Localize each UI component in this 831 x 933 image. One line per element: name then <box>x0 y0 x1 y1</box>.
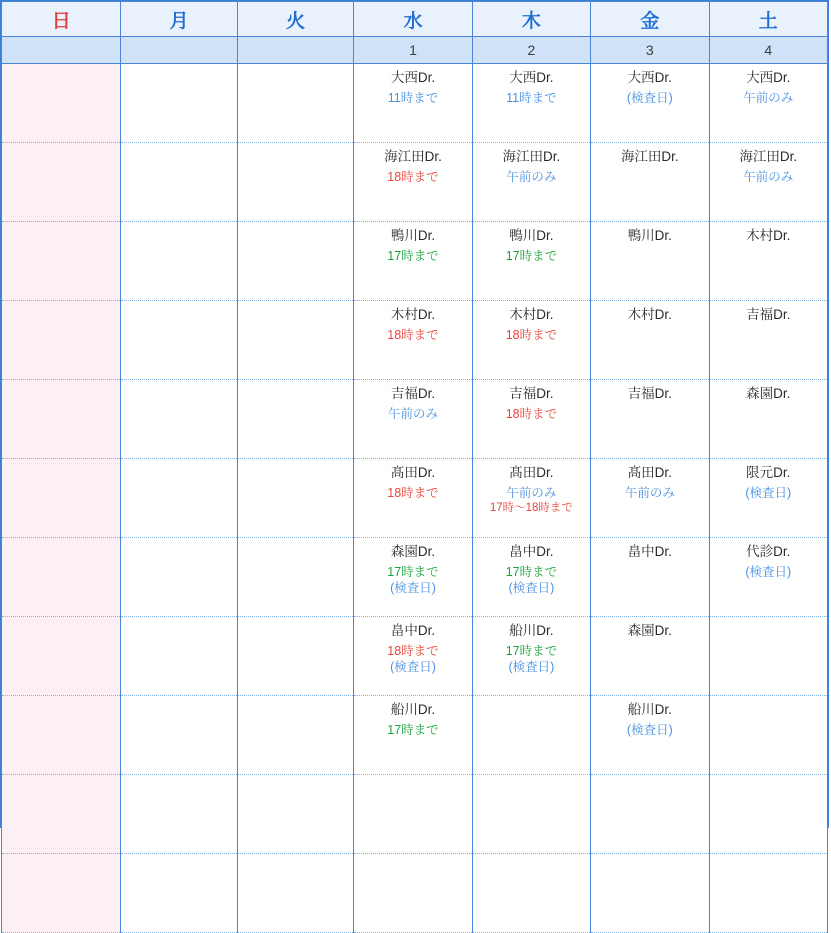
empty-cell <box>121 64 237 143</box>
schedule-note: 18時まで <box>505 327 558 342</box>
doctor-name: 海江田Dr. <box>384 149 442 164</box>
doctor-name: 大西Dr. <box>627 70 672 85</box>
doctor-name: 海江田Dr. <box>502 149 561 164</box>
doctor-name: 畠中Dr. <box>627 544 672 559</box>
date-cell-empty <box>2 37 121 64</box>
doctor-name: 森園Dr. <box>746 386 791 401</box>
weekday-header-sun: 日 <box>2 2 121 37</box>
doctor-schedule-cell <box>709 64 827 143</box>
empty-cell <box>121 301 237 380</box>
table-head <box>2 2 828 64</box>
doctor-name: 代診Dr. <box>746 544 791 559</box>
empty-cell <box>472 854 590 933</box>
doctor-schedule-cell <box>354 617 472 696</box>
empty-cell <box>237 459 353 538</box>
doctor-name: 森園Dr. <box>390 544 436 559</box>
schedule-note: 午前のみ <box>743 90 794 105</box>
date-cell: 1 <box>354 37 472 64</box>
table-body <box>2 64 828 933</box>
schedule-row <box>2 775 828 854</box>
doctor-name: 限元Dr. <box>746 465 791 480</box>
doctor-name: 木村Dr. <box>509 307 554 322</box>
empty-cell <box>354 854 472 933</box>
doctor-name: 髙田Dr. <box>509 465 554 480</box>
doctor-name: 大西Dr. <box>746 70 791 85</box>
doctor-schedule-cell <box>591 64 709 143</box>
date-cell: 3 <box>591 37 709 64</box>
schedule-note: 午前のみ <box>743 169 794 184</box>
weekday-header-mon: 月 <box>121 2 237 37</box>
schedule-note: (検査日) <box>508 581 555 596</box>
empty-cell <box>2 696 121 775</box>
empty-cell <box>2 222 121 301</box>
date-cell-empty <box>237 37 353 64</box>
schedule-row <box>2 538 828 617</box>
empty-cell <box>2 143 121 222</box>
empty-cell <box>237 143 353 222</box>
empty-cell <box>709 854 827 933</box>
empty-cell <box>121 854 237 933</box>
empty-cell <box>2 301 121 380</box>
empty-cell <box>121 380 237 459</box>
doctor-name: 髙田Dr. <box>390 465 436 480</box>
schedule-row <box>2 854 828 933</box>
schedule-note: 午前のみ <box>506 169 557 184</box>
empty-cell <box>237 617 353 696</box>
doctor-schedule-cell <box>591 143 709 222</box>
weekday-header-sat: 土 <box>709 2 827 37</box>
doctor-schedule-cell <box>472 459 590 538</box>
schedule-note: 午前のみ <box>506 485 557 500</box>
empty-cell <box>2 459 121 538</box>
doctor-schedule-cell <box>591 222 709 301</box>
schedule-row <box>2 143 828 222</box>
empty-cell <box>2 380 121 459</box>
doctor-name: 畠中Dr. <box>509 544 554 559</box>
schedule-table <box>1 1 828 933</box>
schedule-note: 17時まで <box>505 564 558 579</box>
empty-cell <box>709 617 827 696</box>
doctor-schedule-cell <box>354 696 472 775</box>
empty-cell <box>2 617 121 696</box>
doctor-schedule-cell <box>354 64 472 143</box>
doctor-schedule-cell <box>591 696 709 775</box>
date-cell: 2 <box>472 37 590 64</box>
doctor-schedule-cell <box>354 459 472 538</box>
empty-cell <box>2 775 121 854</box>
schedule-note: (検査日) <box>626 90 673 105</box>
schedule-note: (検査日) <box>626 722 673 737</box>
weekday-header-thu: 木 <box>472 2 590 37</box>
empty-cell <box>472 696 590 775</box>
schedule-note: 18時まで <box>505 406 558 421</box>
doctor-name: 船川Dr. <box>627 702 672 717</box>
doctor-name: 木村Dr. <box>746 228 791 243</box>
date-cell: 4 <box>709 37 827 64</box>
schedule-note: 17時まで <box>387 564 439 579</box>
doctor-schedule-cell <box>354 222 472 301</box>
empty-cell <box>121 459 237 538</box>
schedule-note: 午前のみ <box>387 406 438 421</box>
doctor-name: 木村Dr. <box>627 307 672 322</box>
schedule-note: 18時まで <box>387 485 439 500</box>
empty-cell <box>709 696 827 775</box>
schedule-row <box>2 459 828 538</box>
doctor-schedule-cell <box>591 617 709 696</box>
doctor-name: 吉福Dr. <box>509 386 554 401</box>
schedule-row <box>2 64 828 143</box>
doctor-name: 吉福Dr. <box>390 386 436 401</box>
empty-cell <box>237 64 353 143</box>
empty-cell <box>121 222 237 301</box>
schedule-note: (検査日) <box>390 660 436 675</box>
doctor-schedule-cell <box>354 538 472 617</box>
doctor-name: 船川Dr. <box>509 623 554 638</box>
schedule-note: (検査日) <box>508 660 555 675</box>
empty-cell <box>237 380 353 459</box>
schedule-note: 午前のみ <box>624 485 675 500</box>
weekday-header-tue: 火 <box>237 2 353 37</box>
doctor-schedule-cell <box>709 538 827 617</box>
empty-cell <box>121 696 237 775</box>
doctor-schedule-cell <box>709 380 827 459</box>
schedule-note: 17時まで <box>387 248 439 263</box>
doctor-schedule-cell <box>472 617 590 696</box>
schedule-row <box>2 696 828 775</box>
doctor-name: 大西Dr. <box>509 70 554 85</box>
schedule-note: 17時まで <box>505 643 558 658</box>
doctor-schedule-cell <box>472 64 590 143</box>
doctor-schedule-cell <box>472 143 590 222</box>
doctor-schedule-cell <box>709 301 827 380</box>
schedule-note: 17時まで <box>505 248 558 263</box>
schedule-note: 17時〜18時まで <box>489 502 573 515</box>
weekday-header-fri: 金 <box>591 2 709 37</box>
empty-cell <box>472 775 590 854</box>
doctor-name: 鴨川Dr. <box>509 228 554 243</box>
empty-cell <box>121 775 237 854</box>
empty-cell <box>2 854 121 933</box>
schedule-note: 18時まで <box>387 327 439 342</box>
schedule-note: (検査日) <box>390 581 436 596</box>
empty-cell <box>709 775 827 854</box>
doctor-name: 森園Dr. <box>627 623 672 638</box>
doctor-name: 畠中Dr. <box>390 623 436 638</box>
empty-cell <box>121 143 237 222</box>
schedule-note: 11時まで <box>506 90 557 105</box>
schedule-note: (検査日) <box>745 485 792 500</box>
empty-cell <box>237 696 353 775</box>
doctor-schedule-cell <box>472 380 590 459</box>
doctor-name: 吉福Dr. <box>746 307 791 322</box>
schedule-note: 11時まで <box>387 90 439 105</box>
schedule-note: 18時まで <box>387 643 439 658</box>
doctor-name: 木村Dr. <box>390 307 436 322</box>
empty-cell <box>121 617 237 696</box>
doctor-schedule-cell <box>472 222 590 301</box>
doctor-schedule-cell <box>591 301 709 380</box>
empty-cell <box>354 775 472 854</box>
date-number-row <box>2 37 828 64</box>
schedule-note: (検査日) <box>745 564 792 579</box>
doctor-schedule-cell <box>591 380 709 459</box>
schedule-row <box>2 380 828 459</box>
weekday-header-row <box>2 2 828 37</box>
empty-cell <box>237 301 353 380</box>
doctor-name: 鴨川Dr. <box>627 228 672 243</box>
doctor-schedule-cell <box>354 301 472 380</box>
doctor-name: 髙田Dr. <box>627 465 672 480</box>
empty-cell <box>591 854 709 933</box>
schedule-row <box>2 301 828 380</box>
schedule-row <box>2 222 828 301</box>
doctor-name: 鴨川Dr. <box>390 228 436 243</box>
schedule-row <box>2 617 828 696</box>
doctor-name: 海江田Dr. <box>739 149 798 164</box>
doctor-name: 吉福Dr. <box>627 386 672 401</box>
schedule-note: 17時まで <box>387 722 439 737</box>
doctor-name: 船川Dr. <box>390 702 436 717</box>
doctor-schedule-cell <box>709 143 827 222</box>
empty-cell <box>237 222 353 301</box>
doctor-name: 大西Dr. <box>390 70 436 85</box>
empty-cell <box>237 775 353 854</box>
doctor-schedule-cell <box>591 459 709 538</box>
doctor-schedule-cell <box>472 301 590 380</box>
empty-cell <box>237 538 353 617</box>
doctor-schedule-cell <box>354 143 472 222</box>
empty-cell <box>2 538 121 617</box>
empty-cell <box>121 538 237 617</box>
schedule-note: 18時まで <box>387 169 439 184</box>
empty-cell <box>2 64 121 143</box>
empty-cell <box>591 775 709 854</box>
empty-cell <box>237 854 353 933</box>
weekday-header-wed: 水 <box>354 2 472 37</box>
doctor-schedule-cell <box>472 538 590 617</box>
doctor-schedule-cell <box>709 459 827 538</box>
doctor-schedule-cell <box>591 538 709 617</box>
date-cell-empty <box>121 37 237 64</box>
doctor-schedule-cell <box>709 222 827 301</box>
doctor-name: 海江田Dr. <box>620 149 679 164</box>
doctor-schedule-cell <box>354 380 472 459</box>
